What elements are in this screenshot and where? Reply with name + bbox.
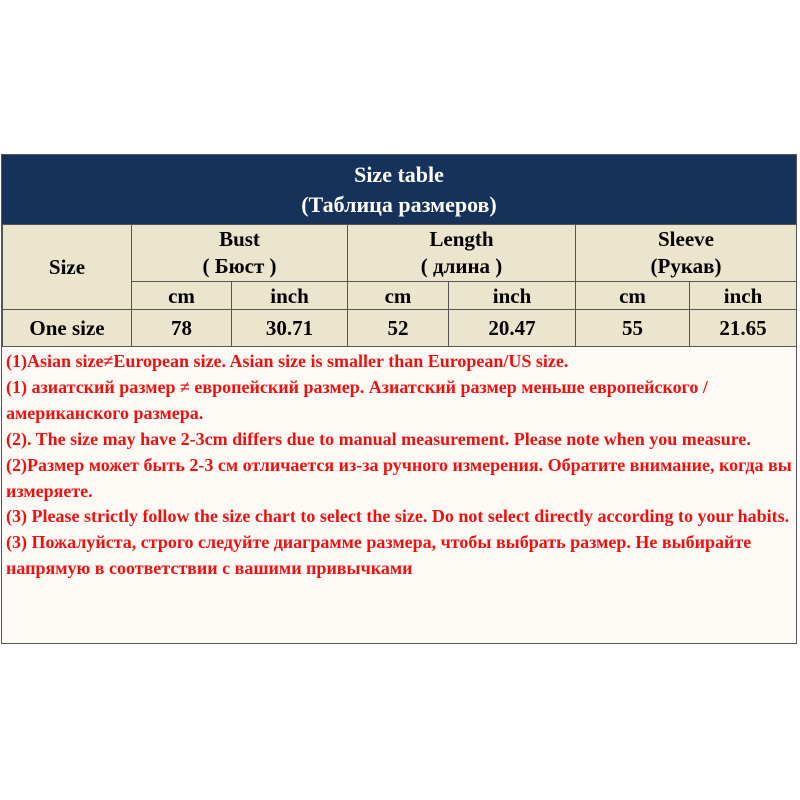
note-1-en: (1)Asian size≠European size. Asian size is smaller than European/US size. [6,351,569,371]
length-header [348,225,576,282]
note-3-en: (3) Please strictly follow the size chart to select the size. Do not select directly according to your habits. [6,506,790,527]
note-3-ru: (3) Пожалуйста, строго следуйте диаграмме размера, чтобы выбрать размер. Не выбирайте напрямую в соответствии с вашими привычками [6,532,752,579]
size-cell: One size [3,310,132,347]
unit-header: cm [576,282,690,310]
length-translation: ( длина ) [420,254,503,278]
header-group-row [3,225,797,282]
size-chart [1,154,797,644]
table-cell: 20.47 [449,310,576,347]
unit-header: cm [132,282,232,310]
length-label: Length [429,227,494,251]
bust-translation: ( Бюст ) [202,254,277,278]
bust-header [132,225,348,282]
title-russian: (Таблица размеров) [301,192,497,217]
sleeve-header [576,225,797,282]
size-header: Size [3,225,132,310]
bust-label: Bust [219,227,260,251]
size-notes [2,347,796,643]
note-2-ru: (2)Размер может быть 2-3 см отличается из-за ручного измерения. Обратите внимание, когда вы измеряете. [6,454,792,501]
title-bar [2,155,796,224]
table-row [3,310,797,347]
size-table [2,224,797,347]
table-cell: 30.71 [232,310,348,347]
table-cell: 55 [576,310,690,347]
title-english: Size table [354,162,444,187]
sleeve-translation: (Рукав) [650,254,722,278]
unit-header: cm [348,282,449,310]
unit-header: inch [232,282,348,310]
unit-header: inch [690,282,797,310]
unit-header: inch [449,282,576,310]
note-1-ru: (1) азиатский размер ≠ европейский размер. Азиатский размер меньше европейского / американского размера. [6,376,708,423]
table-cell: 52 [348,310,449,347]
table-cell: 78 [132,310,232,347]
sleeve-label: Sleeve [658,227,714,251]
table-cell: 21.65 [690,310,797,347]
note-2-en: (2). The size may have 2-3cm differs due to manual measurement. Please note when you measure. [6,428,751,449]
